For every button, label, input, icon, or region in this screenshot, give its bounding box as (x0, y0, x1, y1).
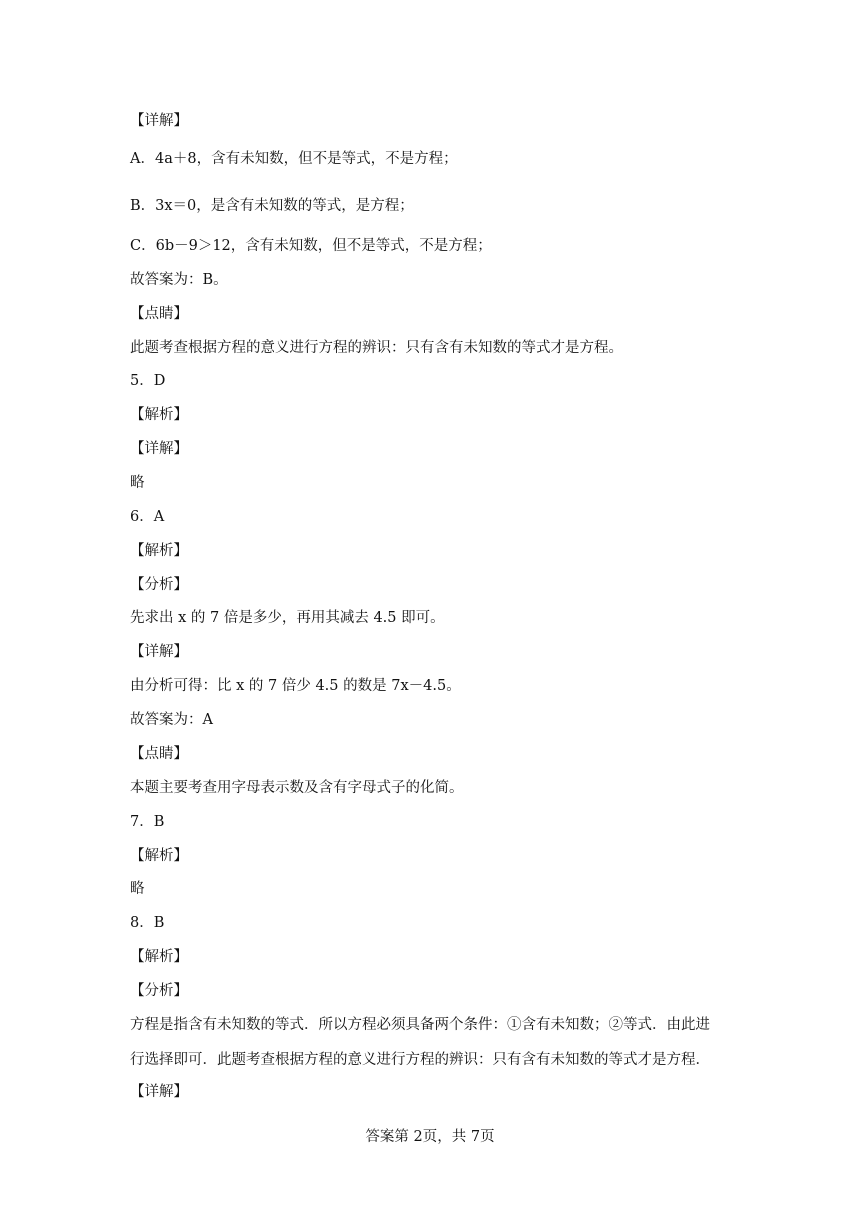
answer-line: 故答案为：B。 (130, 272, 228, 288)
option-b-explanation: B．3x＝0，是含有未知数的等式，是方程； (130, 198, 414, 214)
omitted-text: 略 (130, 475, 145, 491)
section-heading-detail: 【详解】 (130, 113, 188, 129)
question-7-answer: 7．B (130, 814, 165, 830)
page-footer: 答案第 2页，共 7页 (365, 1129, 495, 1145)
section-heading-comment: 【点睛】 (130, 746, 188, 762)
section-heading-analysis: 【解析】 (130, 543, 188, 559)
answer-line: 故答案为：A (130, 712, 213, 728)
option-a-explanation: A．4a＋8，含有未知数，但不是等式，不是方程； (130, 151, 458, 167)
section-heading-detail: 【详解】 (130, 1084, 188, 1100)
section-heading-comment: 【点睛】 (130, 306, 188, 322)
question-8-answer: 8．B (130, 915, 165, 931)
analysis-text: 先求出 x 的 7 倍是多少，再用其减去 4.5 即可。 (130, 610, 445, 626)
question-5-answer: 5．D (130, 373, 166, 389)
section-heading-analysis: 【解析】 (130, 848, 188, 864)
section-heading-analysis: 【解析】 (130, 949, 188, 965)
comment-text: 本题主要考查用字母表示数及含有字母式子的化简。 (130, 780, 464, 796)
section-heading-analysis-detail: 【分析】 (130, 577, 188, 593)
section-heading-detail: 【详解】 (130, 644, 188, 660)
section-heading-analysis: 【解析】 (130, 407, 188, 423)
detail-text: 由分析可得：比 x 的 7 倍少 4.5 的数是 7x－4.5。 (130, 678, 461, 694)
section-heading-analysis-detail: 【分析】 (130, 983, 188, 999)
comment-text: 此题考查根据方程的意义进行方程的辨识：只有含有未知数的等式才是方程。 (130, 340, 623, 356)
omitted-text: 略 (130, 881, 145, 897)
option-c-explanation: C．6b－9＞12，含有未知数，但不是等式，不是方程； (130, 238, 492, 254)
section-heading-detail: 【详解】 (130, 441, 188, 457)
analysis-text-line-2: 行选择即可．此题考查根据方程的意义进行方程的辨识：只有含有未知数的等式才是方程． (130, 1052, 710, 1068)
question-6-answer: 6．A (130, 509, 165, 525)
analysis-text-line-1: 方程是指含有未知数的等式．所以方程必须具备两个条件：①含有未知数；②等式．由此进 (130, 1017, 710, 1033)
